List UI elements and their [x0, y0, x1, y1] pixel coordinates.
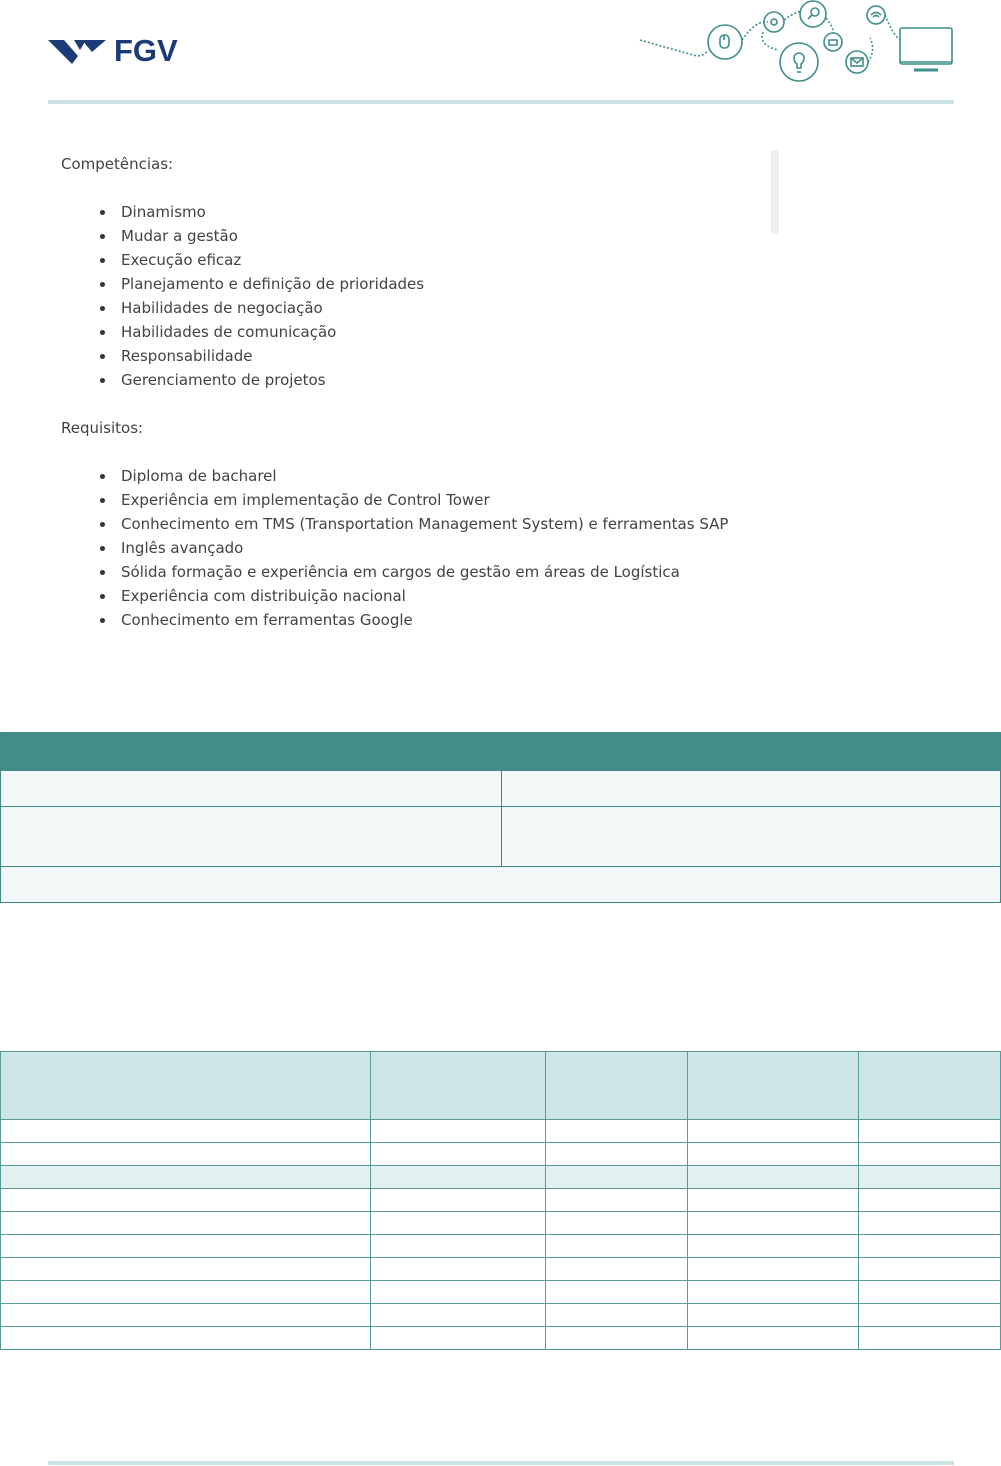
footer-divider: [48, 1461, 954, 1465]
table-cell: [546, 1212, 688, 1235]
column-header: [371, 1052, 546, 1120]
bullet-icon: [100, 330, 105, 335]
table-cell: [688, 1212, 859, 1235]
bullet-icon: [100, 498, 105, 503]
table-row: [1, 1304, 1001, 1327]
data-grid-table: [0, 1051, 1001, 1350]
list-item-text: Gerenciamento de projetos: [121, 371, 326, 389]
table-cell: [371, 1235, 546, 1258]
list-item: [61, 536, 761, 560]
table-row: [1, 1212, 1001, 1235]
table-cell: [546, 1281, 688, 1304]
table-cell: [546, 1304, 688, 1327]
table-cell: [1, 1189, 371, 1212]
competencias-heading: Competências:: [61, 155, 174, 173]
list-item: [61, 488, 761, 512]
table-cell: [688, 1304, 859, 1327]
table-row: [1, 867, 1001, 903]
bullet-icon: [100, 354, 105, 359]
table-cell: [1, 807, 502, 867]
list-item-text: Dinamismo: [121, 203, 206, 221]
bullet-icon: [100, 306, 105, 311]
list-item: [61, 344, 761, 368]
list-item: [61, 464, 761, 488]
bullet-icon: [100, 282, 105, 287]
table-row: [1, 1281, 1001, 1304]
table-cell: [371, 1304, 546, 1327]
scrollbar[interactable]: [771, 150, 779, 234]
bullet-icon: [100, 474, 105, 479]
table-cell: [688, 1143, 859, 1166]
bullet-icon: [100, 618, 105, 623]
table-row: [1, 1189, 1001, 1212]
fgv-logo: [48, 33, 178, 68]
table-cell: [1, 1212, 371, 1235]
table-row: [1, 1166, 1001, 1189]
table-cell: [688, 1166, 859, 1189]
list-item: [61, 320, 761, 344]
table-cell: [1, 1327, 371, 1350]
logo-text: FGV: [114, 33, 178, 68]
table-cell: [371, 1143, 546, 1166]
table-cell: [546, 1166, 688, 1189]
table-cell: [371, 1281, 546, 1304]
table-cell: [859, 1120, 1001, 1143]
column-header: [688, 1052, 859, 1120]
bullet-icon: [100, 522, 105, 527]
table-header-row: [1, 1052, 1001, 1120]
table-cell: [1, 1304, 371, 1327]
table-cell: [688, 1235, 859, 1258]
list-item-text: Execução eficaz: [121, 251, 242, 269]
fgv-logo-mark-icon: [48, 36, 110, 66]
list-item: [61, 248, 761, 272]
table-cell: [859, 1304, 1001, 1327]
table-cell: [1, 1120, 371, 1143]
list-item-text: Diploma de bacharel: [121, 467, 277, 485]
table-cell: [859, 1281, 1001, 1304]
requisitos-heading: Requisitos:: [61, 419, 144, 437]
table-header-row: [1, 733, 1001, 771]
table-cell: [1, 1235, 371, 1258]
table-cell: [546, 1327, 688, 1350]
column-header: [859, 1052, 1001, 1120]
bullet-icon: [100, 594, 105, 599]
bullet-icon: [100, 570, 105, 575]
table-cell: [371, 1212, 546, 1235]
table-row: [1, 1120, 1001, 1143]
table-row: [1, 807, 1001, 867]
requisitos-list: [61, 464, 761, 632]
table-cell: [546, 1120, 688, 1143]
list-item: [61, 272, 761, 296]
list-item-text: Responsabilidade: [121, 347, 253, 365]
list-item-text: Habilidades de comunicação: [121, 323, 337, 341]
list-item-text: Experiência em implementação de Control Tower: [121, 491, 490, 509]
table-row: [1, 1235, 1001, 1258]
table-cell: [688, 1258, 859, 1281]
competencias-list: [61, 200, 761, 392]
table-cell: [371, 1120, 546, 1143]
table-cell: [688, 1189, 859, 1212]
table-cell: [859, 1143, 1001, 1166]
list-item-text: Conhecimento em TMS (Transportation Management System) e ferramentas SAP: [121, 515, 729, 533]
table-cell: [688, 1281, 859, 1304]
table-cell: [546, 1189, 688, 1212]
table-cell: [546, 1258, 688, 1281]
table-cell: [1, 1281, 371, 1304]
column-header: [1, 1052, 371, 1120]
table-cell: [1, 771, 502, 807]
list-item: [61, 560, 761, 584]
list-item-text: Sólida formação e experiência em cargos de gestão em áreas de Logística: [121, 563, 680, 581]
bullet-icon: [100, 258, 105, 263]
bullet-icon: [100, 546, 105, 551]
table-header-cell: [1, 733, 1001, 771]
table-cell: [371, 1166, 546, 1189]
list-item-text: Mudar a gestão: [121, 227, 238, 245]
table-cell: [859, 1212, 1001, 1235]
info-table: [0, 732, 1001, 903]
bullet-icon: [100, 234, 105, 239]
table-cell: [502, 807, 1001, 867]
bullet-icon: [100, 210, 105, 215]
table-cell: [859, 1258, 1001, 1281]
list-item: [61, 296, 761, 320]
table-row: [1, 1143, 1001, 1166]
list-item: [61, 224, 761, 248]
table-cell: [546, 1143, 688, 1166]
list-item: [61, 512, 761, 536]
table-cell: [859, 1327, 1001, 1350]
table-cell: [371, 1189, 546, 1212]
table-cell: [859, 1189, 1001, 1212]
list-item-text: Conhecimento em ferramentas Google: [121, 611, 413, 629]
table-cell: [502, 771, 1001, 807]
table-cell: [371, 1258, 546, 1281]
list-item-text: Inglês avançado: [121, 539, 244, 557]
table-row: [1, 771, 1001, 807]
table-row: [1, 1327, 1001, 1350]
list-item: [61, 200, 761, 224]
table-cell: [688, 1120, 859, 1143]
header-divider: [48, 100, 954, 104]
table-cell: [688, 1327, 859, 1350]
job-description: [61, 152, 761, 632]
table-cell: [1, 1166, 371, 1189]
table-cell: [1, 867, 1001, 903]
table-cell: [859, 1166, 1001, 1189]
list-item: [61, 608, 761, 632]
table-cell: [1, 1143, 371, 1166]
table-cell: [546, 1235, 688, 1258]
table-cell: [859, 1235, 1001, 1258]
list-item-text: Habilidades de negociação: [121, 299, 323, 317]
table-cell: [371, 1327, 546, 1350]
list-item-text: Experiência com distribuição nacional: [121, 587, 406, 605]
list-item: [61, 368, 761, 392]
table-row: [1, 1258, 1001, 1281]
technology-illustration-icon: [638, 0, 958, 90]
column-header: [546, 1052, 688, 1120]
bullet-icon: [100, 378, 105, 383]
table-cell: [1, 1258, 371, 1281]
list-item-text: Planejamento e definição de prioridades: [121, 275, 425, 293]
list-item: [61, 584, 761, 608]
